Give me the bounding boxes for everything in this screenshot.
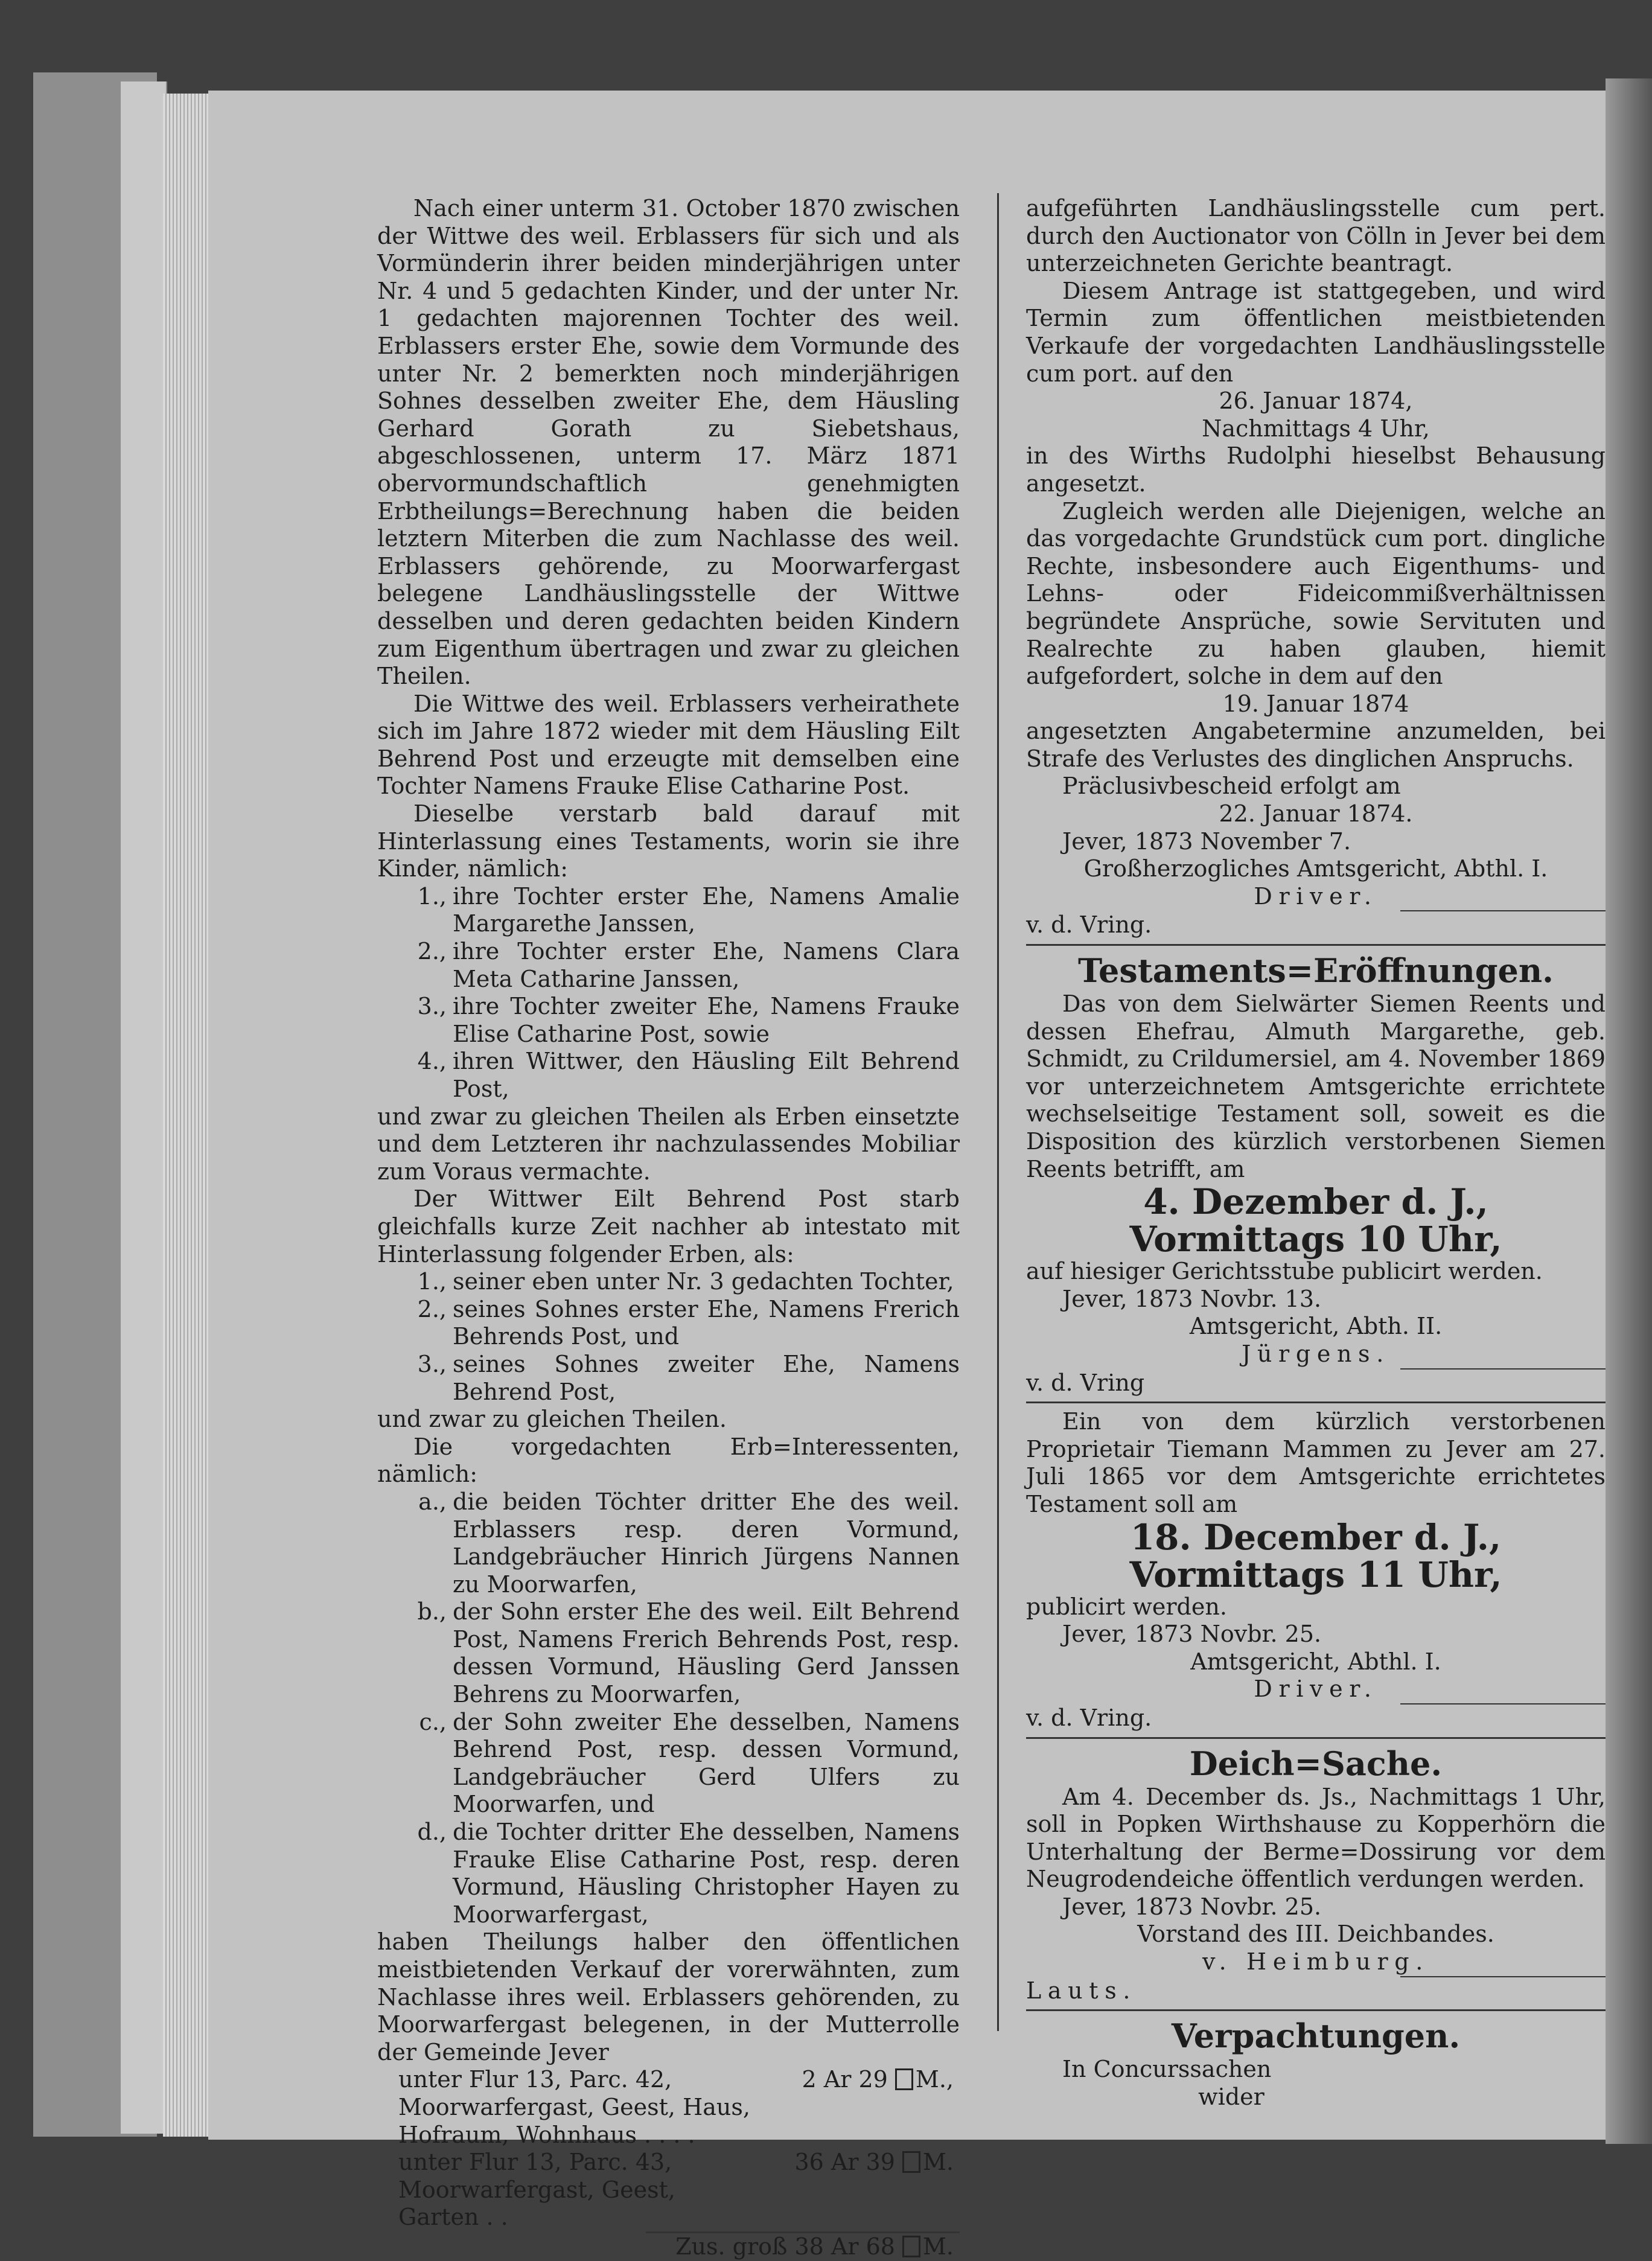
parcel-description: unter Flur 13, Parc. 43, Moorwarfergast, Geest, Garten . . bbox=[398, 2149, 675, 2231]
clerk-signature: Lauts. bbox=[1026, 1977, 1137, 2004]
list-item: d., die Tochter dritter Ehe desselben, Namens Frauke Elise Catharine Post, resp. deren Vormund, Häusling Christopher Hayen zu Moorwarfergast, bbox=[417, 1819, 960, 1928]
hearing-time: Vormittags 11 Uhr, bbox=[1129, 1554, 1502, 1595]
paragraph: publicirt werden. bbox=[1026, 1593, 1227, 1620]
clerk-signature: v. d. Vring. bbox=[1026, 911, 1152, 939]
paragraph: Dieselbe verstarb bald darauf mit Hinterlassung eines Testaments, worin sie ihre Kinder, nämlich: bbox=[377, 800, 960, 882]
list-item: 1., seiner eben unter Nr. 3 gedachten Tochter, bbox=[417, 1268, 954, 1295]
court-name: Großherzogliches Amtsgericht, Abthl. I. bbox=[1083, 855, 1548, 882]
list-item: 1., ihre Tochter erster Ehe, Namens Amalie Margarethe Janssen, bbox=[417, 882, 960, 937]
paragraph: Zugleich werden alle Diejenigen, welche an das vorgedachte Grundstück cum port. dingliche Rechte, insbesondere auch Eigenthums- und Lehns- oder Fideicommißverhältnissen begründete Ansprüche, sowie Servituten und Realrechte zu haben glauben, hiemit aufgefordert, solche in dem auf den bbox=[1026, 497, 1606, 690]
interest-list bbox=[377, 1488, 960, 1929]
paragraph: wider bbox=[1198, 2083, 1265, 2110]
book-board-edge bbox=[121, 81, 167, 2134]
section-rule bbox=[1026, 1402, 1606, 1403]
clerk-signature: v. d. Vring bbox=[1026, 1369, 1145, 1396]
place-date: Jever, 1873 November 7. bbox=[1062, 828, 1351, 855]
hearing-time: Vormittags 10 Uhr, bbox=[1129, 1219, 1502, 1260]
section-rule bbox=[1026, 944, 1606, 946]
paragraph: haben Theilungs halber den öffentlichen meistbietenden Verkauf der vorerwähnten, zum Nachlasse ihres weil. Erblassers gehörenden, zu Moorwarfergast belegenen, in der Mutterrolle der Gemeinde Jever bbox=[377, 1928, 960, 2065]
date-line: 19. Januar 1874 bbox=[1222, 690, 1409, 717]
paragraph: Präclusivbescheid erfolgt am bbox=[1062, 773, 1401, 800]
column-divider bbox=[997, 193, 999, 2031]
parcel-area: 2 Ar 29 M., bbox=[802, 2066, 954, 2093]
heir-list bbox=[377, 883, 960, 1103]
place-date: Jever, 1873 Novbr. 25. bbox=[1062, 1621, 1322, 1648]
judge-signature: v. Heimburg. bbox=[1202, 1948, 1429, 1976]
heir-list bbox=[377, 1268, 960, 1406]
parcel-total: Zus. groß 38 Ar 68 M. bbox=[675, 2233, 954, 2260]
judge-signature: Jürgens. bbox=[1242, 1340, 1390, 1367]
table-row bbox=[398, 2149, 960, 2231]
paragraph: und zwar zu gleichen Theilen als Erben einsetzte und dem Letzteren ihr nachzulassendes Mobiliar zum Voraus vermachte. bbox=[377, 1103, 960, 1185]
clerk-signature: v. d. Vring. bbox=[1026, 1704, 1152, 1731]
paragraph: Ein von dem kürzlich verstorbenen Proprietair Tiemann Mammen zu Jever am 27. Juli 1865 vor dem Amtsgerichte errichtetes Testament soll am bbox=[1026, 1408, 1606, 1517]
paragraph: In Concurssachen bbox=[1062, 2056, 1272, 2083]
court-name: Amtsgericht, Abth. II. bbox=[1189, 1313, 1443, 1340]
judge-signature: Driver. bbox=[1254, 1676, 1378, 1703]
date-line: 22. Januar 1874. bbox=[1219, 800, 1413, 828]
list-item: b., der Sohn erster Ehe des weil. Eilt Behrend Post, Namens Frerich Behrends Post, resp. dessen Vormund, Häusling Gerd Janssen Behrens zu Moorwarfen, bbox=[417, 1598, 960, 1708]
parcel-area: 36 Ar 39 M. bbox=[794, 2149, 954, 2176]
court-name: Vorstand des III. Deichbandes. bbox=[1137, 1921, 1494, 1948]
paragraph: aufgeführten Landhäuslingsstelle cum pert. durch den Auctionator von Cölln in Jever bei dem unterzeichneten Gerichte beantragt. bbox=[1026, 195, 1606, 277]
section-heading: Deich=Sache. bbox=[1189, 1744, 1443, 1783]
book-gutter bbox=[1606, 78, 1652, 2144]
paragraph: und zwar zu gleichen Theilen. bbox=[377, 1406, 727, 1433]
table-row bbox=[398, 2066, 960, 2149]
place-date: Jever, 1873 Novbr. 13. bbox=[1062, 1285, 1322, 1312]
parcel-table bbox=[377, 2066, 960, 2260]
hearing-date: 18. December d. J., bbox=[1130, 1516, 1502, 1558]
list-item: 4., ihren Wittwer, den Häusling Eilt Behrend Post, bbox=[417, 1048, 960, 1102]
paragraph: Das von dem Sielwärter Siemen Reents und dessen Ehefrau, Almuth Margarethe, geb. Schmidt, zu Crildumersiel, am 4. November 1869 vor unterzeichnetem Amtsgerichte errichtete wechselseitige Testament soll, soweit es die Disposition des kürzlich verstorbenen Siemen Reents betrifft, am bbox=[1026, 990, 1606, 1182]
paragraph: Nach einer unterm 31. October 1870 zwischen der Wittwe des weil. Erblassers für sich und als Vormünderin ihrer beiden minderjährigen unter Nr. 4 und 5 gedachten Kinder, und der unter Nr. 1 gedachten majorennen Tochter des weil. Erblassers erster Ehe, sowie dem Vormunde des unter Nr. 2 bemerkten noch minderjährigen Sohnes desselben zweiter Ehe, dem Häusling Gerhard Gorath zu Siebetshaus, abgeschlossenen, unterm 17. März 1871 obervormundschaftlich genehmigten Erbtheilungs=Berechnung haben die beiden letztern Miterben die zum Nachlasse des weil. Erblassers gehörende, zu Moorwarfergast belegene Landhäuslingsstelle der Wittwe desselben und deren gedachten beiden Kindern zum Eigenthum übertragen und zwar zu gleichen Theilen. bbox=[377, 195, 960, 690]
list-item: 2., ihre Tochter erster Ehe, Namens Clara Meta Catharine Janssen, bbox=[417, 938, 960, 992]
hearing-date: 4. Dezember d. J., bbox=[1143, 1181, 1488, 1223]
list-item: 2., seines Sohnes erster Ehe, Namens Frerich Behrends Post, und bbox=[417, 1295, 960, 1350]
square-icon bbox=[902, 2236, 920, 2257]
paragraph: auf hiesiger Gerichtsstube publicirt werden. bbox=[1026, 1258, 1543, 1285]
left-column bbox=[377, 195, 960, 2261]
parcel-description: unter Flur 13, Parc. 42, Moorwarfergast, Geest, Haus, Hofraum, Wohnhaus . . . . bbox=[398, 2066, 750, 2148]
paragraph: Die Wittwe des weil. Erblassers verheirathete sich im Jahre 1872 wieder mit dem Häusling Eilt Behrend Post und erzeugte mit demselben eine Tochter Namens Frauke Elise Catharine Post. bbox=[377, 690, 960, 800]
paragraph: Diesem Antrage ist stattgegeben, und wird Termin zum öffentlichen meistbietenden Verkaufe der vorgedachten Landhäuslingsstelle cum port. auf den bbox=[1026, 277, 1606, 387]
list-item: a., die beiden Töchter dritter Ehe des weil. Erblassers resp. deren Vormund, Landgebräucher Hinrich Jürgens Nannen zu Moorwarfen, bbox=[418, 1488, 960, 1598]
paragraph: in des Wirths Rudolphi hieselbst Behausung angesetzt. bbox=[1026, 442, 1606, 497]
section-rule bbox=[1026, 2009, 1606, 2011]
paragraph: Am 4. December ds. Js., Nachmittags 1 Uhr, soll in Popken Wirthshause zu Kopperhörn die Unterhaltung der Berme=Dossirung vor dem Neugrodendeiche öffentlich verdungen werden. bbox=[1026, 1783, 1606, 1893]
time-line: Nachmittags 4 Uhr, bbox=[1202, 415, 1430, 442]
paragraph: angesetzten Angabetermine anzumelden, bei Strafe des Verlustes des dinglichen Anspruchs. bbox=[1026, 718, 1606, 772]
right-column bbox=[1026, 195, 1606, 2111]
place-date: Jever, 1873 Novbr. 25. bbox=[1062, 1893, 1322, 1920]
list-item: 3., ihre Tochter zweiter Ehe, Namens Frauke Elise Catharine Post, sowie bbox=[417, 993, 960, 1047]
section-heading: Verpachtungen. bbox=[1171, 2017, 1461, 2056]
paragraph: Der Wittwer Eilt Behrend Post starb gleichfalls kurze Zeit nachher ab intestato mit Hinterlassung folgender Erben, als: bbox=[377, 1185, 960, 1268]
judge-signature: Driver. bbox=[1254, 882, 1378, 910]
section-rule bbox=[1026, 1737, 1606, 1739]
square-icon bbox=[895, 2068, 913, 2090]
court-name: Amtsgericht, Abthl. I. bbox=[1190, 1648, 1441, 1675]
list-item: c., der Sohn zweiter Ehe desselben, Namens Behrend Post, resp. dessen Vormund, Landgebräucher Gerd Ulfers zu Moorwarfen, und bbox=[419, 1708, 960, 1818]
list-item: 3., seines Sohnes zweiter Ehe, Namens Behrend Post, bbox=[417, 1350, 960, 1405]
square-icon bbox=[902, 2151, 920, 2173]
date-line: 26. Januar 1874, bbox=[1219, 387, 1413, 415]
paragraph: Die vorgedachten Erb=Interessenten, nämlich: bbox=[377, 1433, 960, 1488]
section-heading: Testaments=Eröffnungen. bbox=[1078, 951, 1554, 990]
